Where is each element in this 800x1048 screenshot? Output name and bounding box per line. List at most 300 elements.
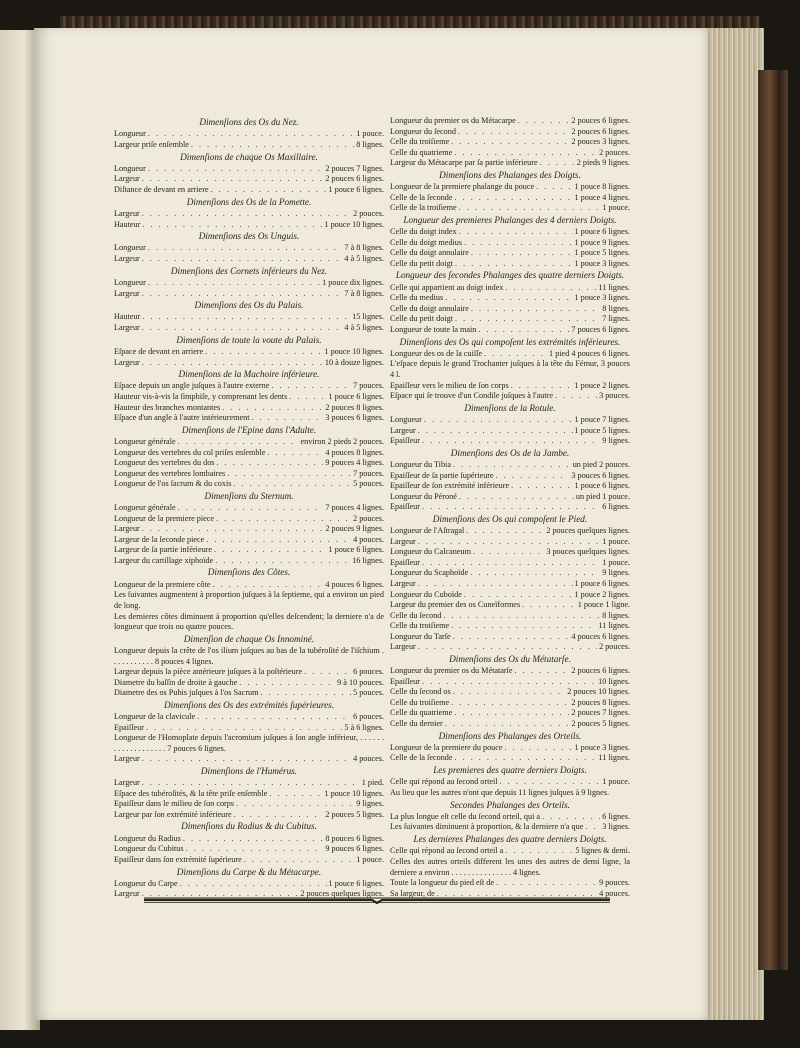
- measurement-value: 2 pouces.: [599, 642, 630, 652]
- leader-dots: [418, 426, 573, 437]
- measurement-value: 10 à douze lignes.: [324, 357, 384, 367]
- measurement-value: 1 pouce 9 lignes.: [574, 237, 630, 247]
- measurement-row: [114, 580, 384, 591]
- leader-dots: [471, 248, 573, 259]
- measurement-row: [390, 182, 630, 193]
- measurement-value: un pied 1 pouce.: [575, 491, 630, 501]
- measurement-row: [390, 777, 630, 788]
- leader-dots: [178, 503, 324, 514]
- leader-dots: [211, 185, 327, 196]
- measurement-row: [114, 834, 384, 845]
- measurement-row: [114, 712, 384, 723]
- measurement-value: 5 lignes & demi.: [575, 846, 630, 856]
- measurement-value: 6 pouces.: [353, 667, 384, 677]
- leader-dots: [443, 611, 600, 622]
- leader-dots: [451, 137, 569, 148]
- section-heading: Les premieres des quatre derniers Doigts.: [433, 765, 587, 775]
- measurement-row: [390, 127, 630, 138]
- measurement-row: [390, 537, 630, 548]
- measurement-row: [390, 846, 630, 857]
- section-heading: Dimenſions du Sternum.: [204, 490, 294, 501]
- leader-dots: [142, 209, 351, 220]
- text-paragraph: L'eſpace depuis le grand Trochanter juſques à la tête du Fémur, 3 pouces 4 l.: [390, 359, 630, 380]
- measurement-label: Largeur: [390, 642, 416, 652]
- measurement-row: [390, 526, 630, 537]
- leader-dots: [261, 688, 352, 699]
- measurement-row: [114, 347, 384, 358]
- measurement-label: Epaiſſeur de ſon extrémité inférieure: [390, 481, 510, 491]
- measurement-row: [390, 238, 630, 249]
- measurement-label: Largeur: [390, 578, 416, 588]
- measurement-row: [114, 723, 384, 734]
- leader-dots: [478, 325, 569, 336]
- leader-dots: [458, 127, 569, 138]
- measurement-value: 1 pouce.: [602, 536, 630, 546]
- measurement-label: Epaiſſeur de ſa partie ſupérieure: [390, 470, 494, 480]
- measurement-row: [390, 611, 630, 622]
- measurement-value: 11 lignes.: [598, 621, 630, 631]
- leader-dots: [222, 403, 323, 414]
- measurement-row: [114, 799, 384, 810]
- leader-dots: [217, 458, 324, 469]
- measurement-value: 9 pouces 4 lignes.: [325, 458, 384, 468]
- measurement-value: 4 pouces 8 lignes.: [325, 447, 384, 457]
- measurement-label: Largeur par ſon extrémité inférieure: [114, 809, 232, 819]
- leader-dots: [142, 323, 343, 334]
- leader-dots: [233, 479, 351, 490]
- measurement-row: [390, 822, 630, 833]
- measurement-value: 2 pouces 5 lignes.: [325, 809, 384, 819]
- measurement-value: 1 pouce.: [356, 854, 384, 864]
- measurement-row: [114, 514, 384, 525]
- leader-dots: [418, 537, 600, 548]
- measurement-label: Eſpace depuis un angle juſques à l'autre externe: [114, 381, 270, 391]
- measurement-label: Epaiſſeur: [390, 502, 421, 512]
- measurement-value: 1 pouce 4 lignes.: [574, 192, 630, 202]
- measurement-value: 4 pouces 6 lignes.: [571, 631, 630, 641]
- measurement-row: [390, 460, 630, 471]
- section-heading: Secondes Phalanges des Orteils.: [450, 799, 570, 810]
- measurement-value: 1 pouce 10 lignes.: [324, 788, 384, 798]
- measurement-value: 3 lignes.: [602, 822, 630, 832]
- measurement-label: Longueur de la premiere phalange du pouce: [390, 182, 535, 192]
- measurement-label: Longueur du Cubitus: [114, 844, 184, 854]
- measurement-row: [390, 642, 630, 653]
- leader-dots: [515, 666, 570, 677]
- measurement-label: Longueur: [114, 277, 146, 287]
- leader-dots: [142, 754, 351, 765]
- leader-dots: [542, 812, 600, 823]
- measurement-label: La plus longue eſt celle du ſecond orteil, qui a: [390, 811, 541, 821]
- measurement-value: 3 pouces.: [599, 391, 630, 401]
- measurement-label: Celle du dernier: [390, 718, 443, 728]
- measurement-value: 1 pouce 5 lignes.: [574, 425, 630, 435]
- measurement-row: [114, 688, 384, 699]
- measurement-value: 2 pouces 8 lignes.: [571, 697, 630, 707]
- measurement-value: 6 lignes.: [602, 811, 630, 821]
- measurement-row: [114, 174, 384, 185]
- measurement-label: Largeur: [114, 754, 140, 764]
- measurement-value: 1 pied.: [361, 778, 384, 788]
- measurement-row: [114, 413, 384, 424]
- measurement-value: 2 pouces 8 lignes.: [325, 402, 384, 412]
- leader-dots: [422, 436, 600, 447]
- measurement-row: [114, 855, 384, 866]
- measurement-value: 5 pouces.: [353, 479, 384, 489]
- leader-dots: [453, 687, 566, 698]
- measurement-value: 7 pouces.: [353, 468, 384, 478]
- measurement-label: Celle qui répond au ſecond orteil: [390, 777, 498, 787]
- measurement-value: 2 pouces 5 lignes.: [571, 718, 630, 728]
- measurement-value: 7 pouces.: [353, 381, 384, 391]
- leader-dots: [459, 492, 574, 503]
- measurement-value: 2 pouces quelques lignes.: [546, 526, 630, 536]
- measurement-label: Celle du quatrieme: [390, 147, 453, 157]
- measurement-label: Longueur des os de la cuiſſe: [390, 348, 483, 358]
- measurement-value: 11 lignes.: [598, 753, 630, 763]
- measurement-value: 4 pouces.: [353, 534, 384, 544]
- measurement-label: Celle du doigt index: [390, 227, 457, 237]
- measurement-label: Longueur: [390, 415, 422, 425]
- leader-dots: [422, 558, 600, 569]
- measurement-row: [390, 558, 630, 569]
- section-heading: Dimenſions des Os qui compoſent les extrémités inférieures.: [399, 336, 621, 347]
- measurement-row: [390, 812, 630, 823]
- measurement-label: Longueur du Radius: [114, 833, 181, 843]
- measurement-value: 9 à 10 pouces.: [337, 677, 384, 687]
- measurement-value: 1 pouce 3 lignes.: [574, 258, 630, 268]
- leader-dots: [148, 164, 323, 175]
- leader-dots: [142, 174, 324, 185]
- measurement-label: Epaiſſeur vers le milieu de ſon corps: [390, 380, 509, 390]
- measurement-label: Largeur depuis la pièce antérieure juſques à la poſtérieure: [114, 667, 303, 677]
- measurement-label: Diſtance de devant en arriere: [114, 185, 209, 194]
- measurement-row: [390, 248, 630, 259]
- measurement-value: 1 pouce.: [602, 777, 630, 787]
- measurement-label: Largeur: [114, 208, 140, 218]
- measurement-row: [390, 283, 630, 294]
- leader-dots: [464, 238, 572, 249]
- measurement-row: [114, 810, 384, 821]
- measurement-value: 7 à 8 lignes.: [344, 243, 384, 253]
- section-heading: Dimenſions de la Machoire inférieure.: [178, 369, 320, 380]
- measurement-value: 2 pouces 10 lignes.: [567, 687, 630, 697]
- measurement-label: Longueur de la premiere côte: [114, 579, 211, 589]
- measurement-value: 7 pouces 6 lignes.: [571, 324, 630, 334]
- measurement-value: 8 lignes.: [356, 139, 384, 149]
- measurement-row: [114, 289, 384, 300]
- leader-dots: [271, 381, 351, 392]
- leader-dots: [186, 844, 324, 855]
- measurement-value: 8 pouces 6 lignes.: [325, 833, 384, 843]
- measurement-label: Longueur du Tibia: [390, 460, 451, 470]
- section-heading: Dimenſions des Os du Palais.: [194, 300, 304, 311]
- leader-dots: [142, 220, 322, 231]
- leader-dots: [473, 547, 544, 558]
- measurement-row: [114, 448, 384, 459]
- measurement-label: Longueur des vertebres du dos: [114, 458, 215, 468]
- measurement-row: [390, 590, 630, 601]
- measurement-label: Hauteur: [114, 219, 141, 229]
- leader-dots: [453, 632, 570, 643]
- measurement-label: Epaiſſeur: [390, 436, 421, 446]
- measurement-label: Celle du petit doigt: [390, 314, 453, 324]
- measurement-label: Largeur de la ſeconde piece: [114, 534, 205, 544]
- leader-dots: [142, 312, 350, 323]
- measurement-label: Celle du medius: [390, 293, 444, 303]
- measurement-row: [390, 547, 630, 558]
- measurement-label: Longueur des vertebres lombaires: [114, 468, 226, 478]
- measurement-row: [390, 381, 630, 392]
- measurement-row: [114, 312, 384, 323]
- section-heading: Dimenſions des Os du Métatarſe.: [449, 653, 571, 664]
- measurement-row: [114, 524, 384, 535]
- measurement-value: 2 pouces 3 lignes.: [571, 137, 630, 147]
- measurement-row: [390, 481, 630, 492]
- leader-dots: [148, 243, 343, 254]
- leader-dots: [289, 392, 326, 403]
- measurement-row: [390, 753, 630, 764]
- measurement-label: Celle du doigt annulaire: [390, 248, 469, 258]
- measurement-label: Longueur générale: [114, 437, 176, 447]
- measurement-row: [114, 879, 384, 890]
- leader-dots: [454, 708, 569, 719]
- leader-dots: [216, 514, 351, 525]
- measurement-value: 9 pouces 6 lignes.: [325, 844, 384, 854]
- measurement-label: Largeur: [114, 254, 140, 263]
- leader-dots: [304, 667, 351, 678]
- measurement-row: [390, 502, 630, 513]
- measurement-label: Longueur: [114, 243, 146, 253]
- measurement-value: 2 pouces 7 lignes.: [325, 163, 384, 173]
- leader-dots: [451, 621, 596, 632]
- leader-dots: [215, 556, 350, 567]
- measurement-row: [114, 140, 384, 151]
- measurement-row: [114, 479, 384, 490]
- leader-dots: [511, 481, 572, 492]
- book-page: [34, 28, 708, 1020]
- measurement-label: Longueur des vertebres du col priſes enſemble: [114, 447, 266, 457]
- section-heading: Dimenſions des Os de la Pomette.: [186, 196, 312, 207]
- measurement-label: Epaiſſeur dans ſon extrémité ſupérieure: [114, 854, 242, 864]
- measurement-label: Diametre des os Pubis juſques à l'os Sacrum: [114, 688, 259, 698]
- measurement-label: Longueur de la premiere piece: [114, 513, 215, 523]
- measurement-value: 2 pouces.: [353, 513, 384, 523]
- measurement-row: [114, 403, 384, 414]
- measurement-value: 1 pouce 3 lignes.: [574, 742, 630, 752]
- leader-dots: [453, 460, 571, 471]
- measurement-row: [390, 325, 630, 336]
- leader-dots: [511, 381, 573, 392]
- measurement-value: 1 pouce 6 lignes.: [574, 481, 630, 491]
- leader-dots: [180, 879, 327, 890]
- measurement-row: [390, 116, 630, 127]
- measurement-row: [390, 719, 630, 730]
- measurement-value: 1 pouce 8 lignes.: [574, 182, 630, 192]
- measurement-value: 4 pouces.: [599, 888, 630, 898]
- book-binding: [758, 70, 788, 970]
- measurement-row: [390, 137, 630, 148]
- leader-dots: [142, 778, 360, 789]
- measurement-row: [114, 789, 384, 800]
- leader-dots: [227, 469, 351, 480]
- measurement-label: Longueur de toute la main: [390, 324, 477, 334]
- measurement-label: Celle du petit doigt: [390, 258, 453, 268]
- measurement-row: [390, 349, 630, 360]
- measurement-value: 1 pouce 2 lignes.: [574, 589, 630, 599]
- measurement-value: 5 à 6 lignes.: [344, 722, 384, 732]
- measurement-value: 4 pouces.: [353, 754, 384, 764]
- measurement-label: Hauteur: [114, 312, 141, 322]
- measurement-row: [114, 556, 384, 567]
- measurement-value: 1 pouce 6 lignes.: [328, 878, 384, 888]
- measurement-label: Eſpace qui ſe trouve d'un Condile juſques à l'autre: [390, 391, 554, 401]
- measurement-row: [390, 259, 630, 270]
- measurement-row: [114, 243, 384, 254]
- measurement-label: Longueur de l'Aſtragal: [390, 526, 465, 536]
- measurement-label: Celle du troiſieme: [390, 621, 450, 631]
- left-column: [114, 116, 384, 900]
- measurement-label: Largeur: [114, 323, 140, 332]
- measurement-row: [114, 220, 384, 231]
- decorative-rule: [144, 896, 610, 904]
- measurement-row: [390, 227, 630, 238]
- measurement-value: 2 pouces quelques lignes.: [300, 889, 384, 899]
- leader-dots: [142, 358, 323, 369]
- section-heading: Dimenſions de l'Humérus.: [200, 765, 298, 776]
- section-heading: Dimenſions du Carpe & du Métacarpe.: [176, 866, 322, 877]
- section-heading: Dimenſions des Os qui compoſent le Pied.: [432, 513, 588, 524]
- section-heading: Les dernieres Phalanges des quatre derniers Doigts.: [413, 834, 607, 844]
- measurement-value: 2 pouces 7 lignes.: [571, 708, 630, 718]
- measurement-row: [390, 743, 630, 754]
- measurement-value: 1 pouce 6 lignes.: [574, 578, 630, 588]
- leader-dots: [536, 182, 572, 193]
- measurement-row: [390, 193, 630, 204]
- measurement-row: [390, 687, 630, 698]
- measurement-label: Epaiſſeur: [114, 722, 145, 732]
- page-stack-edge: [700, 28, 764, 1020]
- leader-dots: [212, 580, 323, 591]
- measurement-row: [114, 278, 384, 289]
- section-heading: Dimenſions des Os Unguis.: [198, 231, 300, 242]
- leader-dots: [142, 524, 324, 535]
- measurement-value: 9 lignes.: [356, 799, 384, 809]
- measurement-row: [114, 254, 384, 265]
- leader-dots: [142, 289, 343, 300]
- measurement-row: [114, 458, 384, 469]
- measurement-label: Largeur de ſa partie inférieure: [114, 545, 213, 555]
- leader-dots: [522, 600, 576, 611]
- leader-dots: [178, 437, 299, 448]
- measurement-row: [390, 436, 630, 447]
- measurement-value: environ 2 pieds 2 pouces.: [300, 437, 384, 447]
- section-heading: Dimenſions de toute la voute du Palais.: [176, 334, 322, 345]
- leader-dots: [239, 678, 335, 689]
- measurement-value: 1 pouce dix lignes.: [322, 277, 384, 287]
- measurement-row: [390, 677, 630, 688]
- measurement-label: Longueur du Carpe: [114, 878, 178, 888]
- section-heading: Dimenſions de l'Epine dans l'Adulte.: [181, 424, 317, 435]
- leader-dots: [191, 140, 354, 151]
- measurement-value: 1 pouce 5 lignes.: [574, 248, 630, 258]
- measurement-row: [114, 129, 384, 140]
- leader-dots: [445, 293, 572, 304]
- measurement-row: [390, 579, 630, 590]
- measurement-label: Celle du troiſieme: [390, 137, 450, 147]
- section-heading: Dimenſions des Côtes.: [207, 567, 291, 578]
- leader-dots: [445, 719, 570, 730]
- leader-dots: [459, 203, 601, 214]
- leader-dots: [269, 789, 322, 800]
- leader-dots: [455, 753, 597, 764]
- measurement-row: [390, 415, 630, 426]
- measurement-value: 10 lignes.: [598, 676, 630, 686]
- section-heading: Dimenſions des Phalanges des Orteils.: [438, 730, 582, 741]
- measurement-row: [114, 358, 384, 369]
- measurement-value: 2 pouces 6 lignes.: [571, 126, 630, 136]
- measurement-value: 3 pouces 6 lignes.: [325, 413, 384, 423]
- measurement-label: Largeur: [114, 524, 140, 534]
- measurement-value: 1 pouce 6 lignes.: [328, 392, 384, 401]
- measurement-label: Les ſuivantes diminuent à proportion, & la derniere n'a que: [390, 822, 584, 832]
- measurement-row: [114, 381, 384, 392]
- measurement-label: Eſpace de devant en arriere: [114, 346, 204, 356]
- measurement-row: [390, 293, 630, 304]
- text-paragraph: Longueur depuis la crête de l'os ilium juſques au bas de la tubéroſité de l'iſchium . . . . . . . . . . . 8 pouces 4 lignes.: [114, 646, 384, 666]
- leader-dots: [142, 254, 343, 265]
- measurement-label: Largeur: [390, 536, 416, 546]
- measurement-label: Eſpace des tubéroſités, & la tête priſe enſemble: [114, 788, 268, 798]
- leader-dots: [244, 855, 354, 866]
- measurement-row: [114, 754, 384, 765]
- measurement-value: 11 lignes.: [598, 282, 630, 292]
- text-paragraph: Les dernieres côtes diminuent à proportion qu'elles deſcendent; la derniere n'a de longueur que trois ou quatre pouces.: [114, 611, 384, 632]
- measurement-label: Largeur du cartillage xiphoïde: [114, 555, 214, 565]
- measurement-value: 2 pouces 6 lignes.: [325, 174, 384, 184]
- measurement-row: [390, 203, 630, 214]
- leader-dots: [585, 822, 600, 833]
- measurement-label: Hauteur des branches montantes: [114, 402, 221, 412]
- leader-dots: [496, 471, 570, 482]
- leader-dots: [422, 502, 600, 513]
- measurement-row: [114, 437, 384, 448]
- leader-dots: [471, 304, 600, 315]
- measurement-row: [390, 304, 630, 315]
- measurement-row: [390, 492, 630, 503]
- measurement-label: Longueur: [114, 163, 146, 173]
- measurement-label: Eſpace d'un angle à l'autre intérieurement: [114, 413, 250, 423]
- section-heading: Dimenſions des Os des extrémités ſupérieures.: [163, 699, 335, 710]
- leader-dots: [496, 878, 597, 889]
- section-heading: Dimenſions de la Rotule.: [464, 402, 556, 413]
- measurement-label: Epaiſſeur: [390, 557, 421, 567]
- measurement-row: [390, 426, 630, 437]
- measurement-label: Largeur: [114, 174, 140, 184]
- measurement-value: 15 lignes.: [352, 312, 384, 322]
- measurement-value: 1 pouce 10 lignes.: [324, 346, 384, 356]
- measurement-row: [114, 503, 384, 514]
- measurement-label: Hauteur vis-à-vis la ſimphiſe, y comprenant les dents: [114, 392, 288, 401]
- measurement-value: 7 pouces 4 lignes.: [325, 503, 384, 513]
- measurement-value: 1 pouce.: [602, 203, 630, 213]
- measurement-row: [114, 545, 384, 556]
- leader-dots: [197, 712, 351, 723]
- measurement-row: [390, 708, 630, 719]
- leader-dots: [484, 349, 547, 360]
- leader-dots: [454, 148, 597, 159]
- measurement-row: [114, 844, 384, 855]
